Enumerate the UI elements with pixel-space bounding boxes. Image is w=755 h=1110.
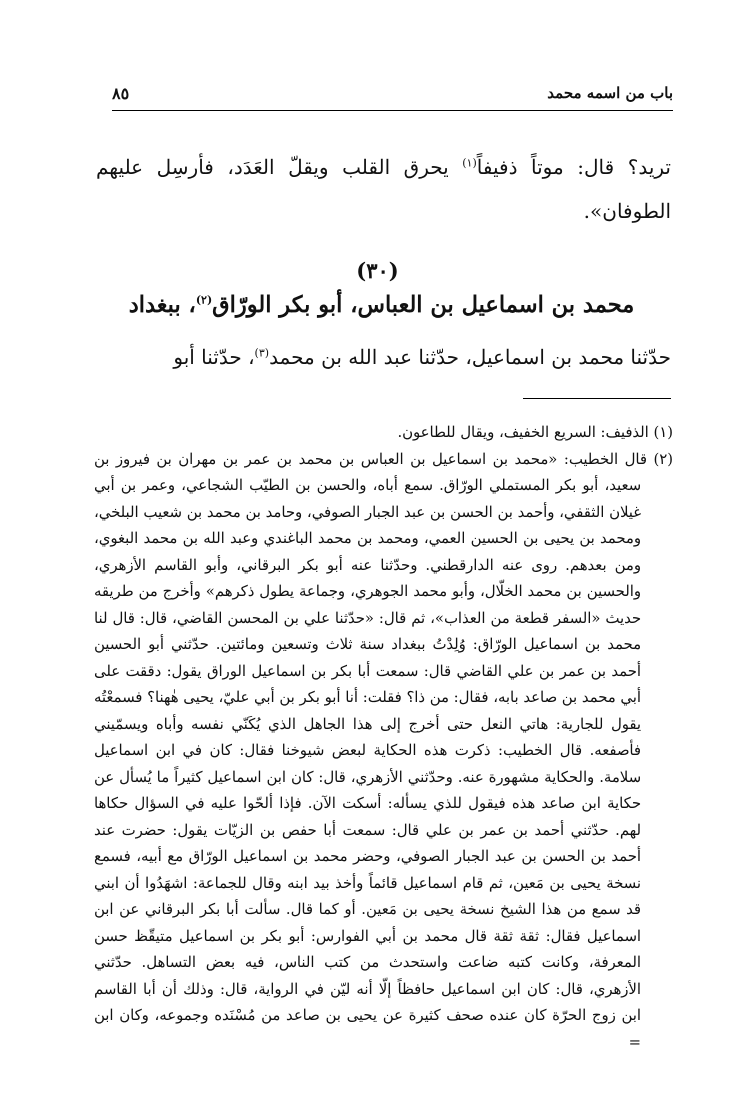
- section-number: (٣٠): [356, 258, 399, 283]
- page-number: ٨٥: [112, 84, 130, 103]
- footnotes: [94, 420, 673, 1056]
- body-paragraph-1: [96, 145, 671, 233]
- paragraph-2-rest: ، حدّثنا أبو: [173, 345, 255, 369]
- footnote-1: (١) الذفيف: السريع الخفيف، ويقال للطاعون.: [397, 424, 673, 441]
- footnote-separator: [523, 398, 671, 399]
- section-title: [90, 292, 673, 318]
- paragraph-2-text: حدّثنا محمد بن اسماعيل، حدّثنا عبد الله بن محمد: [269, 345, 671, 369]
- running-head-title: باب من اسمه محمد: [547, 84, 673, 102]
- header-rule: [112, 110, 673, 111]
- running-head: [112, 84, 673, 108]
- footnote-ref-3: (٣): [254, 346, 270, 360]
- paragraph-1-text: تريد؟ قال: موتاً ذفيفاً: [476, 155, 671, 179]
- paragraph-1-rest: يحرق القلب ويقلّ العَدَد، فأرسِل عليهم الطوفان».: [96, 155, 671, 223]
- footnote-2: (٢) قال الخطيب: «محمد بن اسماعيل بن العباس بن محمد بن عمر بن مهران بن فيروز بن سعيد، أبو بكر المستملي الورّاق. سمع أباه، والحسن بن الطيّب الشجاعي، وعمر بن أبي غيلان الثقفي، وأحمد بن الحسن بن عبد الجبار الصوفي، وحامد بن محمد بن شعيب البلخي، ومحمد بن يحيى بن الحسين العمي، ومحمد بن محمد الباغندي وعبد الله بن محمد البغوي، ومن بعدهم. روى عنه الدارقطني. وحدّثنا عنه أبو بكر البرقاني، وأبو القاسم الأزهري، والحسين بن محمد الخلّال، وأبو محمد الجوهري، وجماعة يطول ذكرهم» وأخرج من طريقه حديث «السفر قطعة من العذاب»، ثم قال: «حدّثنا علي بن المحسن القاضي، قال: قال لنا محمد بن اسماعيل الورّاق: وُلِدْتُ ببغداد سنة ثلاث وتسعين ومائتين. حدّثني أبو الحسين أحمد بن عمر بن علي القاضي قال: سمعت أبا بكر بن اسماعيل الوراق يقول: دققت على أبي محمد بن صاعد بابه، فقال: من ذا؟ فقلت: أنا أبو بكر بن أبي عليّ، يحيى هٰهنا؟ فسمعْتُه يقول للجارية: هاتي النعل حتى أخرج إلى هذا الجاهل الذي يُكَنّي نفسه وأباه ويسمّيني فأصفعه. قال الخطيب: ذكرت هذه الحكاية لبعض شيوخنا فقال: كان في ابن اسماعيل سلامة. والحكاية مشهورة عنه. وحدّثني الأزهري، قال: كان ابن اسماعيل كثيراً ما يُسأل عن حكاية ابن صاعد هذه فيقول للذي يسأله: أسكت الآن. فإذا ألحّوا عليه في السؤال حكاها لهم. حدّثني أحمد بن عمر بن علي قال: سمعت أبا حفص بن الزيّات يقول: حضرت عند أحمد بن الحسن بن عبد الجبار الصوفي، وحضر محمد بن اسماعيل الورّاق مع أبيه، فسمع نسخة يحيى بن مَعين، ثم قام اسماعيل قائماً وأخذ بيد ابنه وقال للجماعة: اشهَدُوا أن ابني قد سمع من هذا الشيخ نسخة يحيى بن مَعين. أو كما قال. سألت أبا بكر البرقاني عن ابن اسماعيل فقال: ثقة ثقة قال محمد بن أبي الفوارس: أبو بكر بن اسماعيل متيقّظ حسن المعرفة، وكانت كتبه ضاعت واستحدث من كتب الناس، فيه بعض التساهل. حدّثني الأزهري، قال: كان ابن اسماعيل حافظاً إلّا أنه ليّن في الرواية، قال: وذلك أن أبا القاسم ابن زوج الحرّة كان عنده صحف كثيرة عن يحيى بن صاعد من مُسْنَده وجموعه، وكان ابن =: [94, 450, 673, 1051]
- footnote-ref-2: (٢): [195, 293, 213, 307]
- section-title-end: ، ببغداد: [128, 292, 196, 318]
- section-title-text: محمد بن اسماعيل بن العباس، أبو بكر الورّاق: [212, 292, 635, 318]
- body-paragraph-2: [96, 335, 671, 379]
- footnote-ref-1: (١): [462, 156, 477, 170]
